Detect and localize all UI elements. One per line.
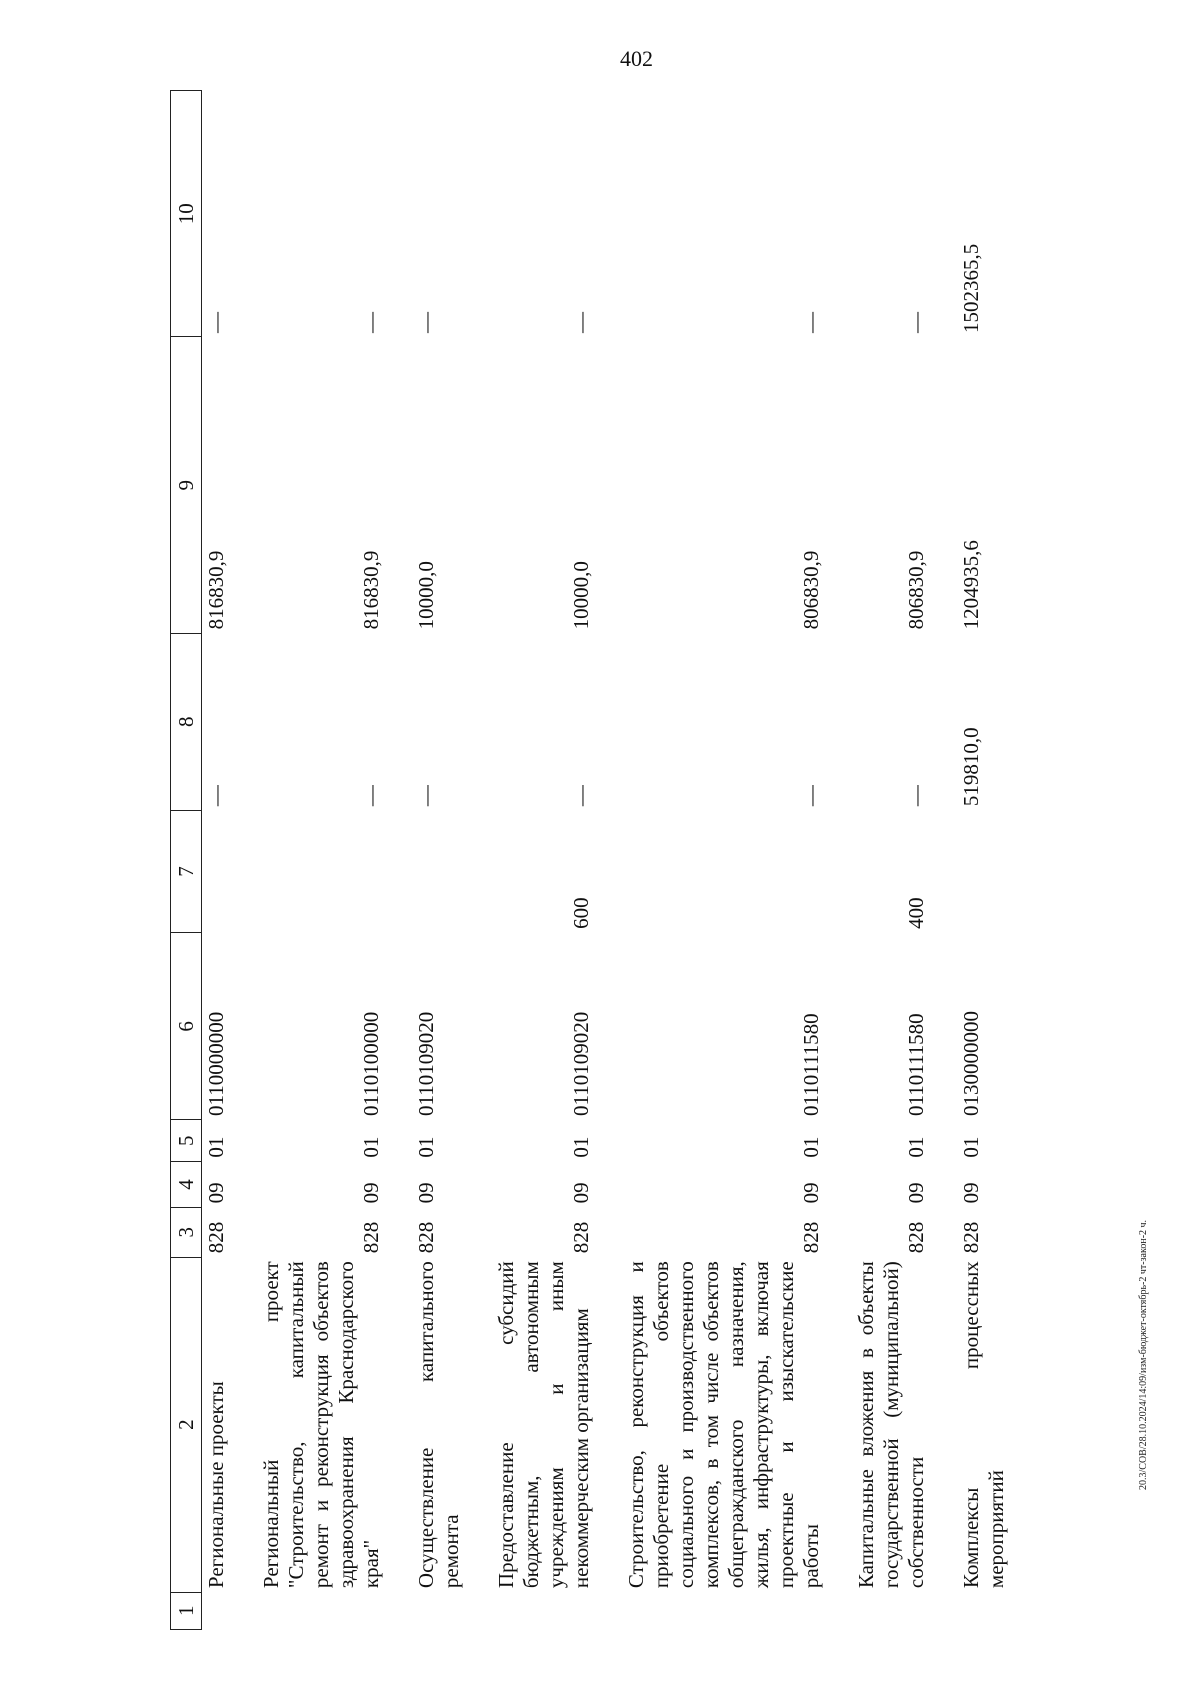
- cell-col-9: 1204935,6: [959, 540, 983, 630]
- cell-col-10: —: [799, 312, 823, 333]
- table-row: [412, 91, 464, 1630]
- cell-col-6: 0110111580: [904, 1013, 928, 1116]
- cell-col-3: 828: [204, 1221, 228, 1254]
- cell-col-7: [622, 810, 824, 933]
- cell-col-10: —: [359, 312, 383, 333]
- row-description: Комплексы процессных мероприятий: [959, 1261, 1008, 1589]
- table-row: [622, 91, 824, 1630]
- cell-col-10: —: [414, 312, 438, 333]
- table-row: [492, 91, 594, 1630]
- cell-col-3: 828: [959, 1221, 983, 1254]
- header-col-7: 7: [171, 810, 202, 933]
- cell-col-7: [957, 810, 1009, 933]
- cell-col-4: 09: [359, 1182, 383, 1204]
- cell-col-8: 519810,0: [959, 727, 983, 807]
- header-col-1: 1: [171, 1592, 202, 1629]
- cell-col-7: 600: [569, 897, 593, 929]
- cell-col-5: 01: [204, 1136, 228, 1158]
- cell-col-10: —: [204, 312, 228, 333]
- cell-col-6: 0110000000: [204, 1011, 228, 1116]
- cell-col-8: —: [569, 785, 593, 807]
- cell-col-6: 0110100000: [359, 1011, 383, 1116]
- cell-col-5: 01: [904, 1136, 928, 1158]
- budget-table-rotated: [170, 90, 1080, 1630]
- table-row: [957, 91, 1009, 1630]
- cell-col-5: 01: [799, 1136, 823, 1158]
- cell-col-4: 09: [799, 1182, 823, 1204]
- cell-col-9: 10000,0: [569, 561, 593, 630]
- cell-col-10: —: [569, 312, 593, 333]
- cell-col-8: —: [204, 785, 228, 807]
- cell-col-7: [202, 810, 230, 933]
- table-row: [852, 91, 929, 1630]
- cell-col-9: 806830,9: [799, 550, 823, 630]
- budget-table: [170, 90, 1009, 1630]
- cell-col-9: 816830,9: [359, 550, 383, 630]
- cell-col-8: —: [799, 785, 823, 807]
- footer-stamp: 20.3/СОВ/28.10.2024/14:09/изм-бюджет-октябрь-2 чт-закон-2 ч.: [1138, 1219, 1149, 1490]
- cell-col-5: 01: [359, 1136, 383, 1158]
- cell-col-8: —: [904, 785, 928, 807]
- cell-col-4: 09: [959, 1182, 983, 1204]
- cell-col-5: 01: [569, 1136, 593, 1158]
- cell-col-7: [257, 810, 384, 933]
- table-row: [202, 91, 230, 1630]
- cell-col-3: 828: [569, 1221, 593, 1254]
- cell-col-7: [412, 810, 464, 933]
- cell-col-6: 0110111580: [799, 1013, 823, 1116]
- header-col-3: 3: [171, 1207, 202, 1257]
- row-description: Предоставление субсидий бюджетным, автономным учреждениям и иным некоммерческим организациям: [494, 1261, 593, 1589]
- cell-col-9: 816830,9: [204, 550, 228, 630]
- cell-col-3: 828: [359, 1221, 383, 1254]
- header-col-8: 8: [171, 633, 202, 810]
- cell-col-4: 09: [414, 1182, 438, 1204]
- cell-col-5: 01: [414, 1136, 438, 1158]
- cell-col-9: 806830,9: [904, 550, 928, 630]
- header-col-2: 2: [171, 1257, 202, 1592]
- cell-col-3: 828: [904, 1221, 928, 1254]
- cell-col-10: 1502365,5: [959, 243, 983, 333]
- cell-col-9: 10000,0: [414, 561, 438, 630]
- header-col-6: 6: [171, 933, 202, 1120]
- header-col-5: 5: [171, 1120, 202, 1162]
- cell-col-6: 0130000000: [959, 1011, 983, 1116]
- cell-col-4: 09: [204, 1182, 228, 1204]
- row-description: Региональные проекты: [204, 1381, 228, 1589]
- cell-col-10: —: [904, 312, 928, 333]
- header-col-10: 10: [171, 91, 202, 338]
- cell-col-4: 09: [569, 1182, 593, 1204]
- cell-col-4: 09: [904, 1182, 928, 1204]
- header-col-4: 4: [171, 1162, 202, 1208]
- row-description: Региональный проект "Строительство, капитальный ремонт и реконструкция объектов здравоохранения Краснодарского края": [259, 1261, 383, 1589]
- cell-col-8: —: [359, 785, 383, 807]
- page-number: 402: [620, 46, 653, 71]
- row-description: Строительство, реконструкция и приобретение объектов социального и производственного комплексов, в том числе объектов общегражданского назначения, жилья, инфраструктуры, включая проектные и изыскательские работы: [624, 1261, 823, 1589]
- table-row: [257, 91, 384, 1630]
- row-description: Капитальные вложения в объекты государственной (муниципальной) собственности: [854, 1261, 928, 1589]
- cell-col-5: 01: [959, 1136, 983, 1158]
- cell-col-3: 828: [414, 1221, 438, 1254]
- header-col-9: 9: [171, 337, 202, 633]
- cell-col-6: 0110109020: [414, 1011, 438, 1116]
- header-row: [171, 91, 202, 1630]
- cell-col-7: 400: [904, 897, 928, 929]
- cell-col-3: 828: [799, 1221, 823, 1254]
- row-description: Осуществление капитального ремонта: [414, 1261, 463, 1589]
- cell-col-8: —: [414, 785, 438, 807]
- cell-col-6: 0110109020: [569, 1011, 593, 1116]
